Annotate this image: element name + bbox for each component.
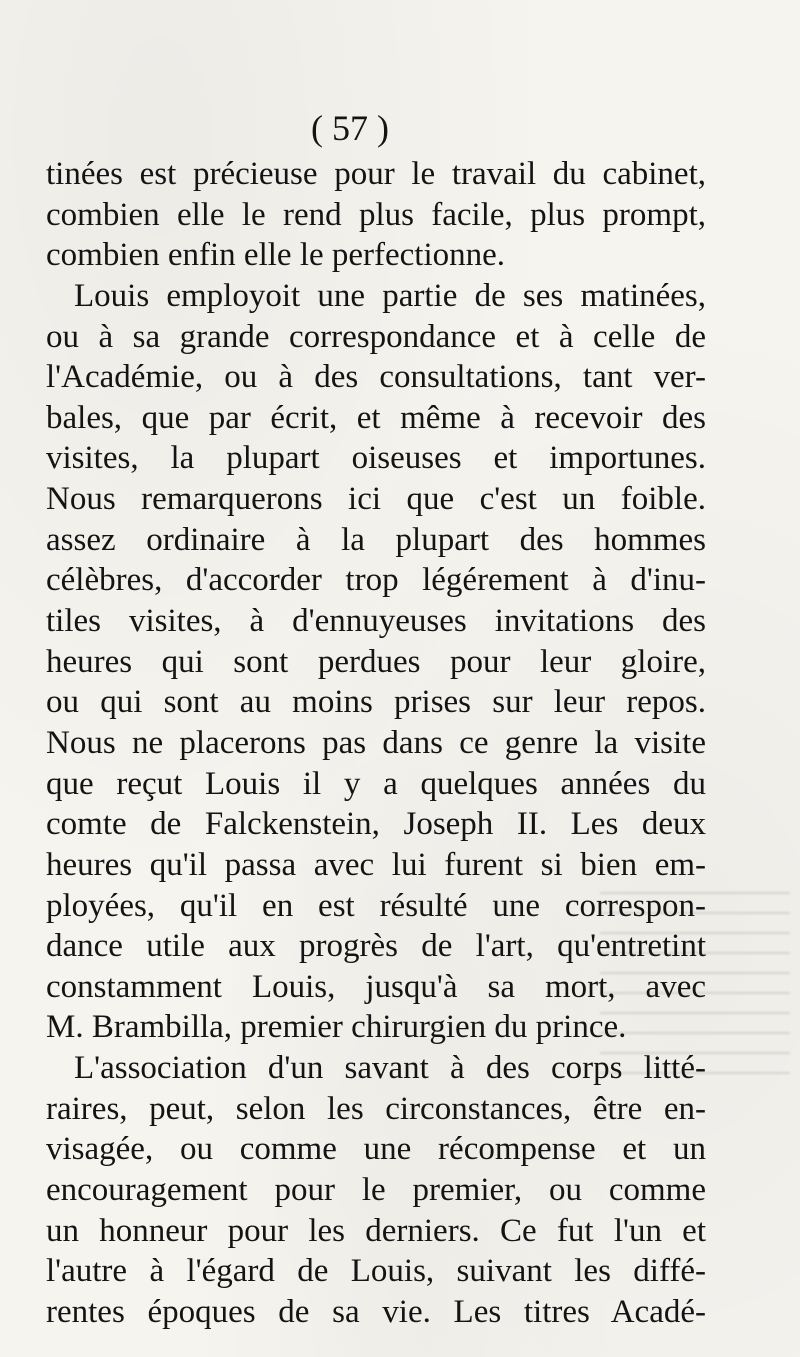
text-line: Nous ne placerons pas dans ce genre la visite bbox=[46, 724, 706, 761]
text-line: tiles visites, à d'ennuyeuses invitations des bbox=[46, 603, 706, 640]
text-line: tinées est précieuse pour le travail du cabinet, bbox=[46, 156, 706, 192]
text-line: ou qui sont au moins prises sur leur repos. bbox=[46, 684, 706, 721]
text-line: encouragement pour le premier, ou comme bbox=[46, 1172, 706, 1209]
text-line: rentes époques de sa vie. Les titres Acadé- bbox=[46, 1293, 706, 1330]
text-line: Louis employoit une partie de ses matinées, bbox=[74, 277, 706, 314]
text-line: Nous remarquerons ici que c'est un foible. bbox=[46, 481, 706, 518]
text-line: bales, que par écrit, et même à recevoir des bbox=[46, 399, 706, 436]
text-line: comte de Falckenstein, Joseph II. Les deux bbox=[46, 806, 706, 843]
text-line: heures qui sont perdues pour leur gloire, bbox=[46, 643, 706, 680]
text-line: l'Académie, ou à des consultations, tant ver- bbox=[46, 359, 706, 396]
text-line: combien enfin elle le perfectionne. bbox=[46, 237, 506, 274]
text-line: un honneur pour les derniers. Ce fut l'un et bbox=[46, 1212, 706, 1249]
text-line: combien elle le rend plus facile, plus prompt, bbox=[46, 196, 706, 233]
text-line: ployées, qu'il en est résulté une correspon- bbox=[46, 887, 706, 924]
text-line: assez ordinaire à la plupart des hommes bbox=[46, 521, 706, 558]
text-line: visagée, ou comme une récompense et un bbox=[46, 1131, 706, 1168]
text-line: visites, la plupart oiseuses et importunes. bbox=[46, 440, 706, 477]
text-line: L'association d'un savant à des corps litté- bbox=[74, 1050, 706, 1087]
text-line: l'autre à l'égard de Louis, suivant les diffé- bbox=[46, 1253, 706, 1290]
text-line: célèbres, d'accorder trop légérement à d'inu- bbox=[46, 562, 706, 599]
text-line: ou à sa grande correspondance et à celle de bbox=[46, 318, 706, 355]
body-text bbox=[46, 154, 706, 1333]
text-line: M. Brambilla, premier chirurgien du prince. bbox=[46, 1009, 627, 1046]
text-line: heures qu'il passa avec lui furent si bien em- bbox=[46, 846, 706, 883]
page-number: ( 57 ) bbox=[311, 108, 389, 148]
text-line: dance utile aux progrès de l'art, qu'entretint bbox=[46, 928, 706, 965]
text-line: constamment Louis, jusqu'à sa mort, avec bbox=[46, 968, 706, 1005]
text-line: raires, peut, selon les circonstances, être en- bbox=[46, 1090, 706, 1127]
text-line: que reçut Louis il y a quelques années du bbox=[46, 765, 706, 802]
